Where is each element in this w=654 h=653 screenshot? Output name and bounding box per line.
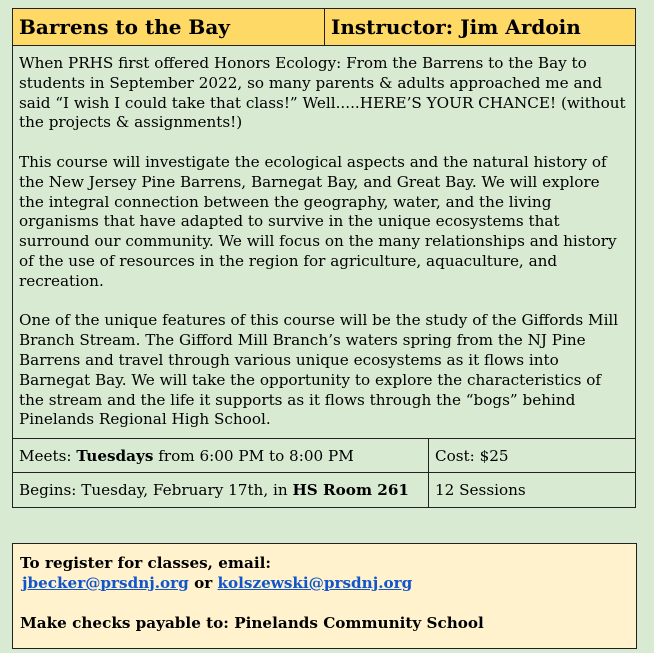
begins-cell	[13, 473, 429, 507]
description-paragraph-3: One of the unique features of this course will be the study of the Giffords Mill Branch Stream. The Gifford Mill Branch’s waters spring from the NJ Pine Barrens and travel through various unique ecosystems as it flows into Barnegat Bay. We will take the opportunity to explore the characteristics of the stream and the life it supports as it flows through the “bogs” behind Pinelands Regional High School.	[19, 311, 619, 429]
instructor-name: Instructor: Jim Ardoin	[331, 15, 581, 39]
description-paragraph-1: When PRHS first offered Honors Ecology: From the Barrens to the Bay to students in September 2022, so many parents & adults approached me and said “I wish I could take that class!” Well.....HERE’S YOUR CHANCE! (without the projects & assignments!)	[19, 54, 626, 132]
sessions-cell: 12 Sessions	[435, 481, 526, 500]
registration-box	[12, 543, 637, 649]
room-number: HS Room 261	[292, 481, 409, 500]
begins-row	[13, 473, 635, 507]
meets-day: Tuesdays	[76, 446, 154, 465]
email-link-kolszewski[interactable]: kolszewski@prsdnj.org	[217, 574, 413, 592]
email-joiner: or	[188, 574, 218, 592]
register-emails	[20, 573, 629, 593]
description-paragraph-2: This course will investigate the ecological aspects and the natural history of the New Jersey Pine Barrens, Barnegat Bay, and Great Bay. We will explore the integral connection between the geography, water, and the living organisms that have adapted to survive in the unique ecosystems that surround our community. We will focus on the many relationships and history of the use of resources in the region for agriculture, aquaculture, and recreation.	[19, 152, 617, 290]
email-link-jbecker[interactable]: jbecker@prsdnj.org	[22, 574, 189, 592]
cost-cell: Cost: $25	[435, 446, 509, 465]
course-table	[12, 8, 636, 508]
meets-row	[13, 439, 635, 473]
checks-payable-note: Make checks payable to: Pinelands Community School	[20, 614, 484, 632]
meets-label: Meets:	[19, 446, 77, 465]
begins-label: Begins: Tuesday, February 17th, in	[19, 481, 293, 500]
header-row	[13, 9, 635, 46]
description-row	[13, 46, 635, 439]
meets-time: from 6:00 PM to 8:00 PM	[153, 446, 354, 465]
meets-cell	[13, 439, 429, 472]
course-description	[13, 46, 635, 438]
register-prompt: To register for classes, email:	[20, 554, 271, 572]
course-title: Barrens to the Bay	[13, 9, 325, 45]
